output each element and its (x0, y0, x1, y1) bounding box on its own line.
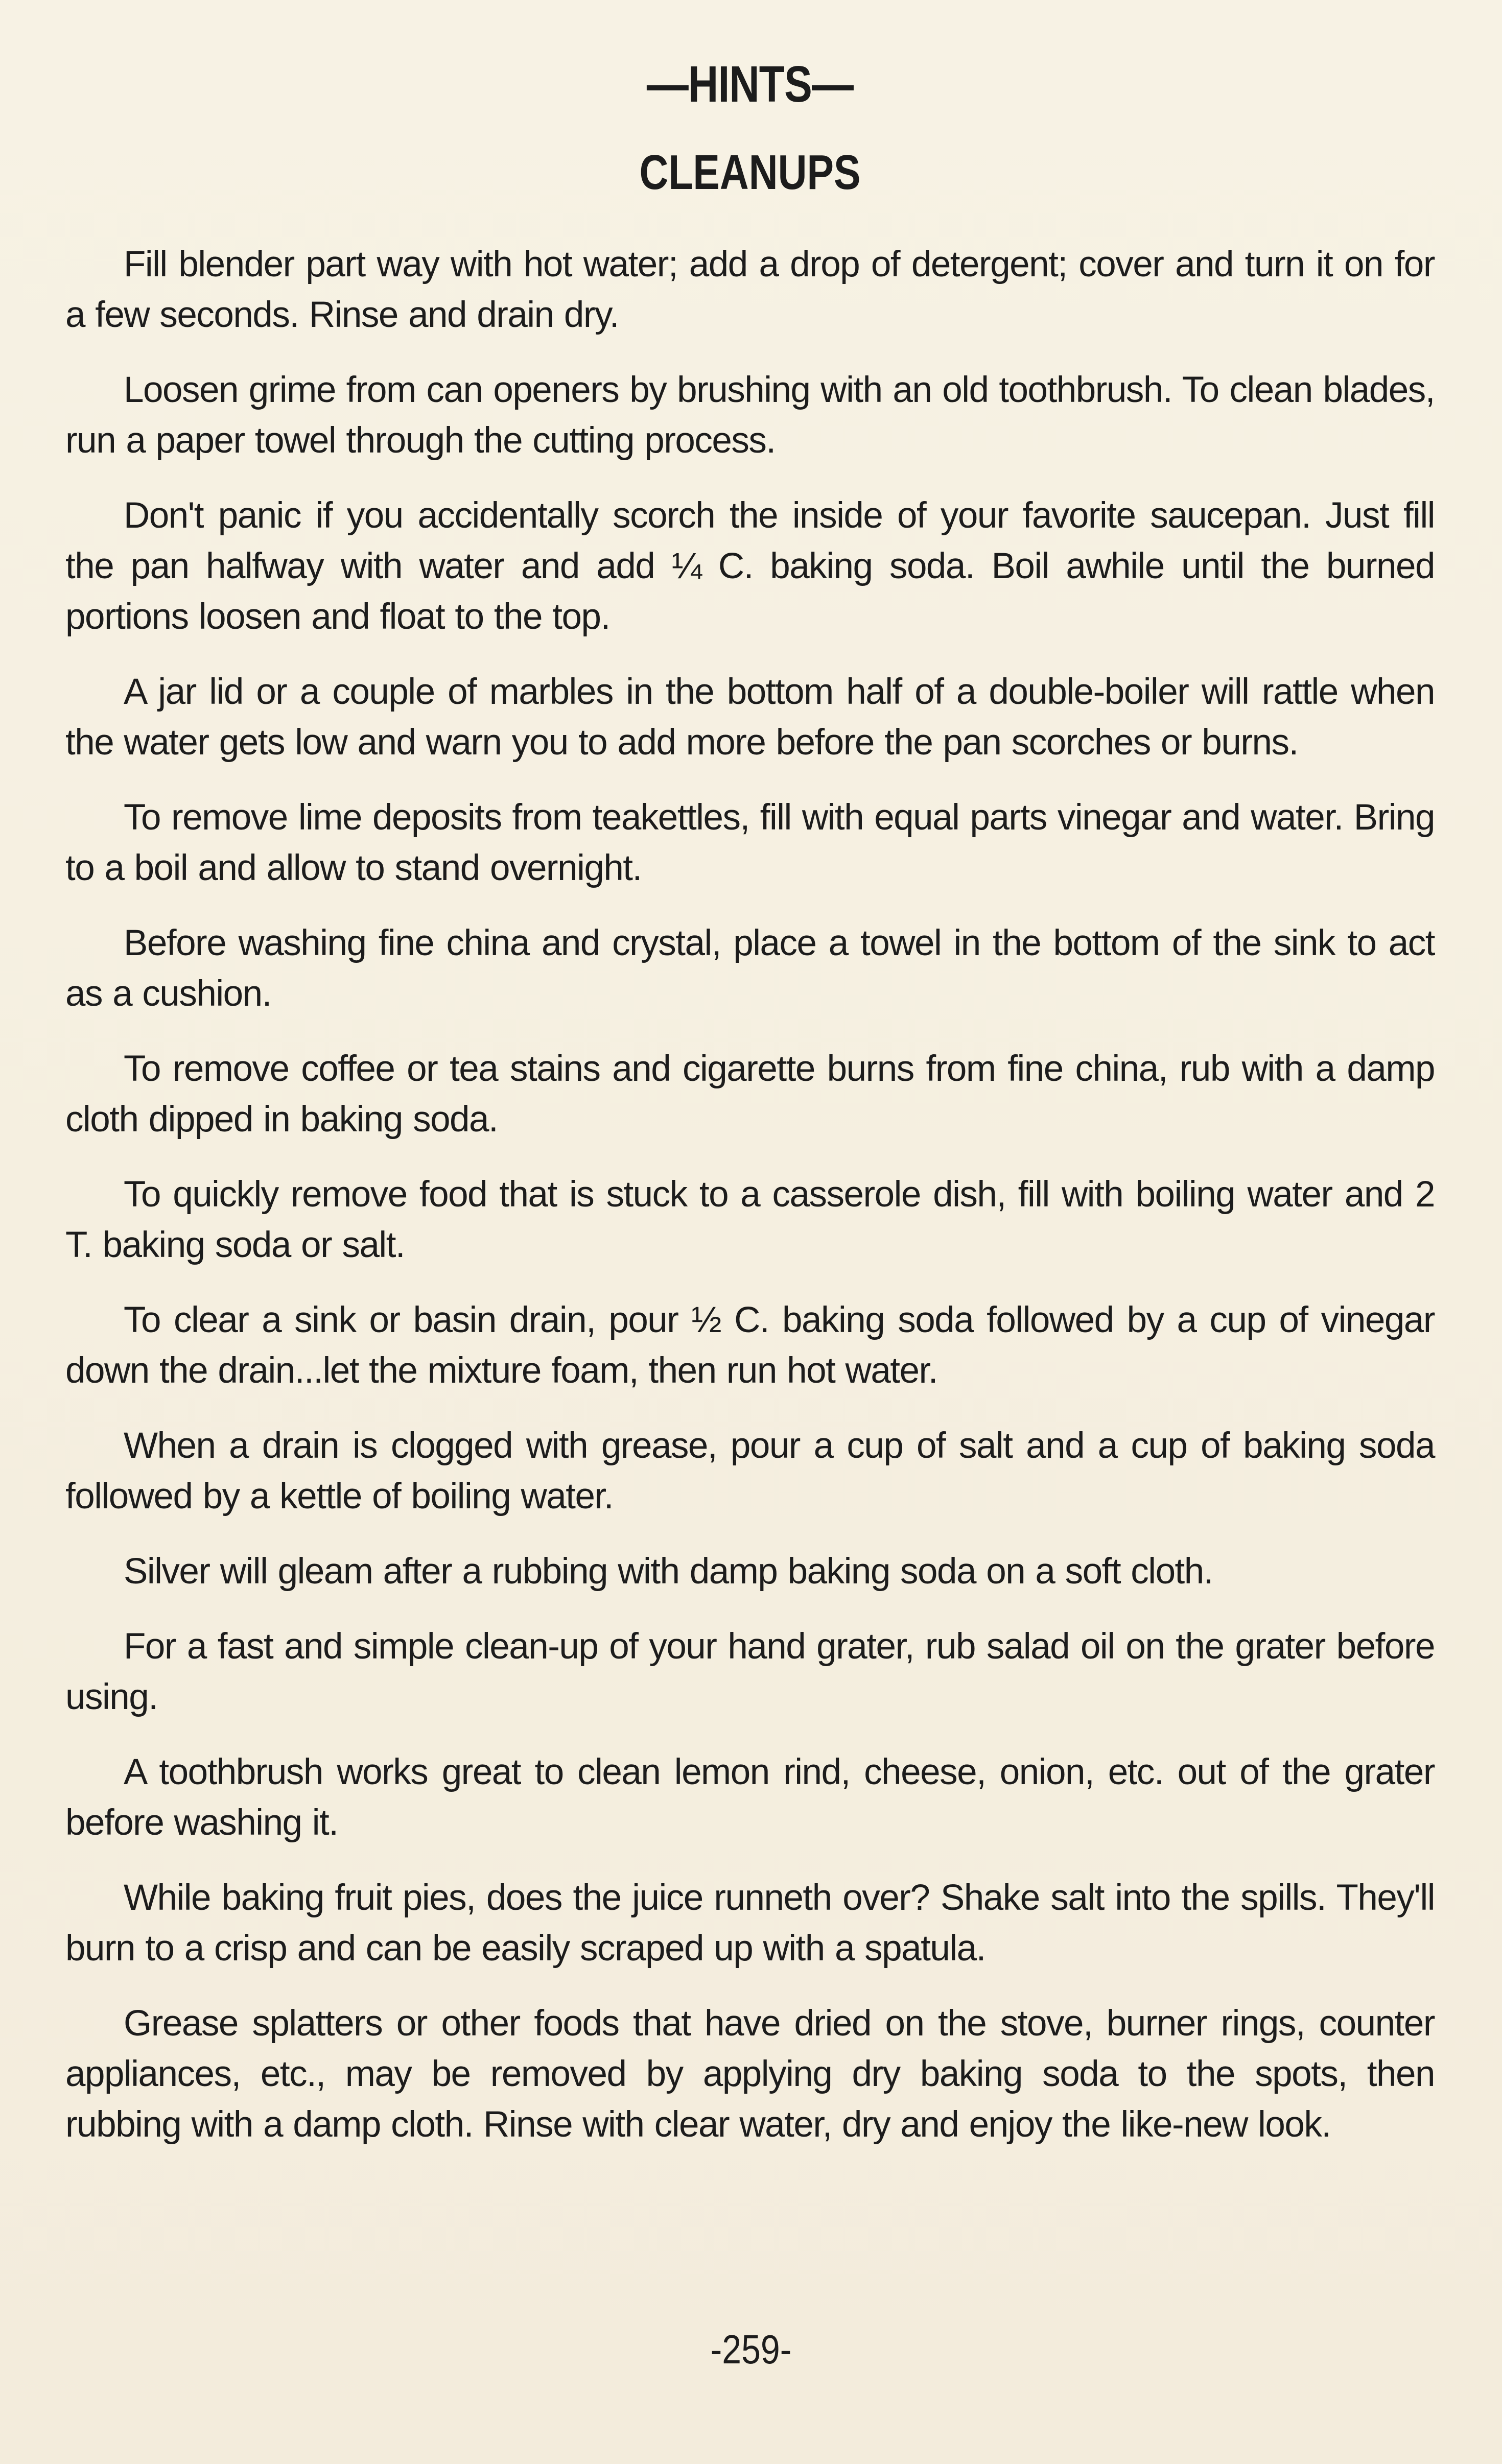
hint-paragraph: Fill blender part way with hot water; add a drop of detergent; cover and turn it on for a few seconds. Rinse and drain dry. (65, 244, 1435, 335)
hints-list (65, 239, 1435, 2150)
hint-paragraph: When a drain is clogged with grease, pour a cup of salt and a cup of baking soda followed by a kettle of boiling water. (65, 1426, 1435, 1517)
hint-paragraph: A toothbrush works great to clean lemon rind, cheese, onion, etc. out of the grater before washing it. (65, 1752, 1435, 1843)
hint-paragraph: A jar lid or a couple of marbles in the bottom half of a double-boiler will rattle when the water gets low and warn you to add more before the pan scorches or burns. (65, 672, 1435, 763)
page-number: -259- (710, 2327, 792, 2372)
hint-paragraph: To quickly remove food that is stuck to a casserole dish, fill with boiling water and 2 T. baking soda or salt. (65, 1174, 1435, 1265)
hint-paragraph: To remove lime deposits from teakettles, fill with equal parts vinegar and water. Bring to a boil and allow to stand overnight. (65, 797, 1435, 888)
hint-paragraph: Silver will gleam after a rubbing with damp baking soda on a soft cloth. (124, 1551, 1213, 1592)
hint-paragraph: While baking fruit pies, does the juice runneth over? Shake salt into the spills. They'll burn to a crisp and can be easily scraped up with a spatula. (65, 1878, 1435, 1969)
hint-paragraph: Don't panic if you accidentally scorch the inside of your favorite saucepan. Just fill the pan halfway with water and add ¼ C. baking soda. Boil awhile until the burned portions loosen and float to the top. (65, 495, 1435, 637)
hint-paragraph: Loosen grime from can openers by brushing with an old toothbrush. To clean blades, run a paper towel through the cutting process. (65, 370, 1435, 461)
hint-paragraph: To remove coffee or tea stains and cigarette burns from fine china, rub with a damp cloth dipped in baking soda. (65, 1049, 1435, 1140)
hint-paragraph: Before washing fine china and crystal, place a towel in the bottom of the sink to act as a cushion. (65, 923, 1435, 1014)
hint-paragraph: For a fast and simple clean-up of your hand grater, rub salad oil on the grater before using. (65, 1626, 1435, 1717)
page-content (65, 51, 1435, 2174)
hint-paragraph: Grease splatters or other foods that have dried on the stove, burner rings, counter appliances, etc., may be removed by applying dry baking soda to the spots, then rubbing with a damp cloth. Rinse with clear water, dry and enjoy the like-new look. (65, 2003, 1435, 2145)
hint-paragraph: To clear a sink or basin drain, pour ½ C. baking soda followed by a cup of vinegar down the drain...let the mixture foam, then run hot water. (65, 1300, 1435, 1391)
section-label: —HINTS— (646, 56, 854, 113)
page-title: CLEANUPS (639, 145, 861, 200)
